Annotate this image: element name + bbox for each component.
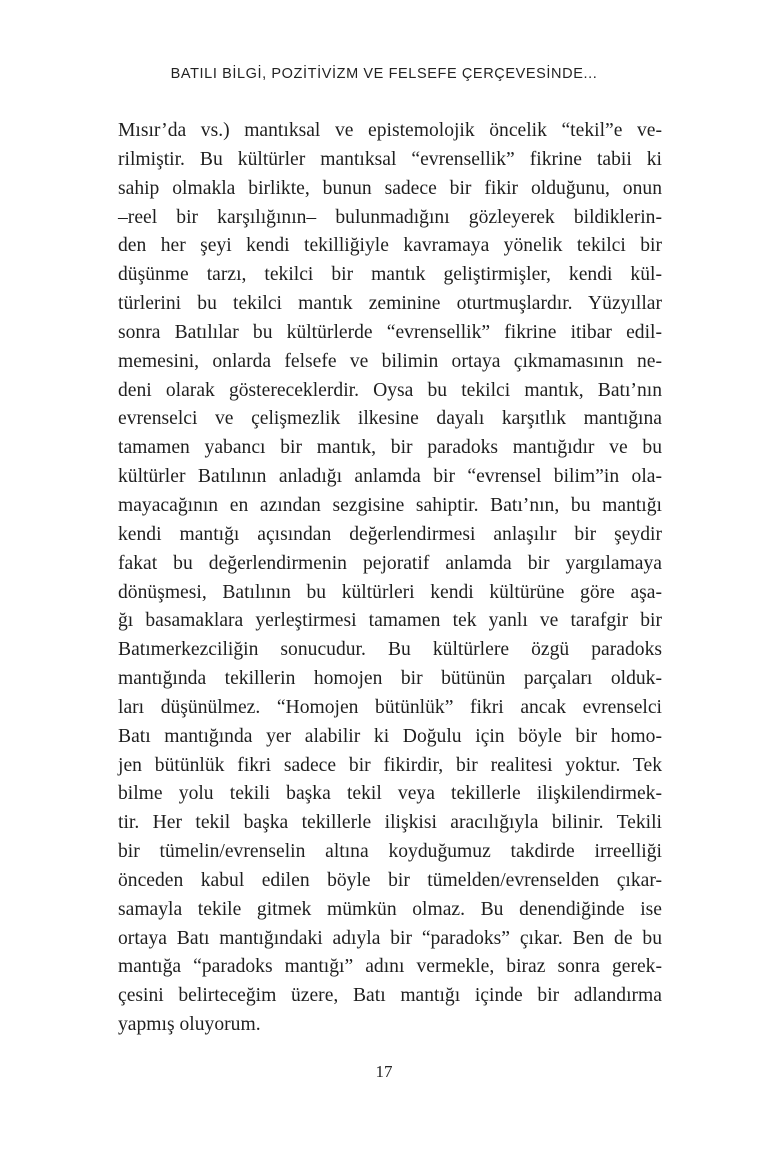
text-line: mantığa “paradoks mantığı” adını vermekle, biraz sonra gerek- — [118, 956, 662, 978]
text-line: çesini belirteceğim üzere, Batı mantığı içinde bir adlandırma — [118, 985, 662, 1007]
text-line: samayla tekile gitmek mümkün olmaz. Bu denendiğinde ise — [118, 898, 662, 920]
text-line: tir. Her tekil başka tekillerle ilişkisi aracılığıyla bilinir. Tekili — [118, 812, 662, 834]
text-line: tamamen yabancı bir mantık, bir paradoks mantığıdır ve bu — [118, 437, 662, 459]
text-line: mayacağının en azından sezgisine sahiptir. Batı’nın, bu mantığı — [118, 494, 662, 516]
text-line: bir tümelin/evrenselin altına koyduğumuz takdirde irreelliği — [118, 841, 662, 863]
text-line: evrenselci ve çelişmezlik ilkesine dayalı karşıtlık mantığına — [118, 408, 662, 430]
page-number: 17 — [375, 1062, 393, 1081]
text-line: Batımerkezciliğin sonucudur. Bu kültürlere özgü paradoks — [118, 639, 662, 661]
running-title: BATILI BİLGİ, POZİTİVİZM VE FELSEFE ÇERÇEVESİNDE... — [170, 66, 598, 82]
text-line: ğı basamaklara yerleştirmesi tamamen tek yanlı ve tarafgir bir — [118, 610, 662, 632]
text-line: ları düşünülmez. “Homojen bütünlük” fikri ancak evrenselci — [118, 696, 662, 718]
text-line: Batı mantığında yer alabilir ki Doğulu için böyle bir homo- — [118, 725, 662, 747]
text-line: memesini, onlarda felsefe ve bilimin ortaya çıkmamasının ne- — [118, 350, 662, 372]
body-paragraph — [118, 117, 662, 1040]
text-line: mantığında tekillerin homojen bir bütünün parçaları olduk- — [118, 668, 662, 690]
text-line: den her şeyi kendi tekilliğiyle kavramaya yönelik tekilci bir — [118, 235, 662, 257]
text-line: fakat bu değerlendirmenin pejoratif anlamda bir yargılamaya — [118, 552, 662, 574]
text-line: önceden kabul edilen böyle bir tümelden/evrenselden çıkar- — [118, 869, 662, 891]
text-line: bilme yolu tekili başka tekil veya tekillerle ilişkilendirmek- — [118, 783, 662, 805]
text-line: kültürler Batılının anladığı anlamda bir “evrensel bilim”in ola- — [118, 466, 662, 488]
text-line: yapmış oluyorum. — [118, 1014, 261, 1036]
text-line: sonra Batılılar bu kültürlerde “evrensellik” fikrine itibar edil- — [118, 321, 662, 343]
text-line: jen bütünlük fikri sadece bir fikirdir, bir realitesi yoktur. Tek — [118, 754, 662, 776]
text-line: dönüşmesi, Batılının bu kültürleri kendi kültürüne göre aşa- — [118, 581, 662, 603]
text-line: kendi mantığı açısından değerlendirmesi anlaşılır bir şeydir — [118, 523, 662, 545]
text-line: türlerini bu tekilci mantık zeminine oturtmuşlardır. Yüzyıllar — [118, 293, 662, 315]
text-line: Mısır’da vs.) mantıksal ve epistemolojik öncelik “tekil”e ve- — [118, 120, 662, 141]
text-line: düşünme tarzı, tekilci bir mantık geliştirmişler, kendi kül- — [118, 264, 662, 286]
text-line: deni olarak göstereceklerdir. Oysa bu tekilci mantık, Batı’nın — [118, 379, 662, 401]
text-line: –reel bir karşılığının– bulunmadığını gözleyerek bildiklerin- — [118, 206, 662, 228]
text-line: ortaya Batı mantığındaki adıyla bir “paradoks” çıkar. Ben de bu — [118, 927, 662, 949]
text-line: sahip olmakla birlikte, bunun sadece bir fikir olduğunu, onun — [118, 177, 662, 199]
text-line: rilmiştir. Bu kültürler mantıksal “evrensellik” fikrine tabii ki — [118, 148, 662, 170]
